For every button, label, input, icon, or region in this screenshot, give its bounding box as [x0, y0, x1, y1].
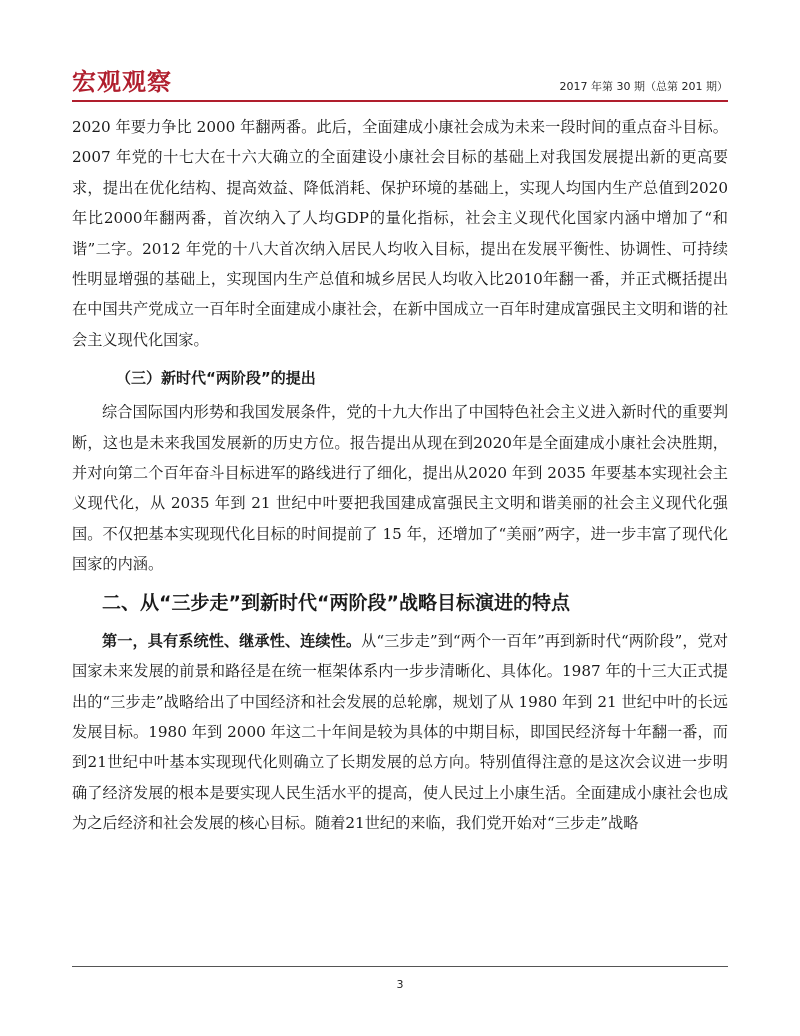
article-body [72, 112, 728, 839]
footer-divider [72, 966, 728, 967]
paragraph-2: 综合国际国内形势和我国发展条件，党的十九大作出了中国特色社会主义进入新时代的重要判断，这也是未来我国发展新的历史方位。报告提出从现在到2020年是全面建成小康社会决胜期，并对向第二个百年奋斗目标进军的路线进行了细化，提出从2020 年到 2035 年要基本实现社会主义现代化，从 2035 年到 21 世纪中叶要把我国建成富强民主文明和谐美丽的社会主义现代化强国。不仅把基本实现现代化目标的时间提前了 15 年，还增加了“美丽”两字，进一步丰富了现代化国家的内涵。 [72, 403, 728, 574]
paragraph-3-body: 从“三步走”到“两个一百年”再到新时代“两阶段”，党对国家未来发展的前景和路径是在统一框架体系内一步步清晰化、具体化。1987 年的十三大正式提出的“三步走”战略给出了中国经济和社会发展的总轮廓，规划了从 1980 年到 21 世纪中叶的长远发展目标。1980 年到 2000 年这二十年间是较为具体的中期目标，即国民经济每十年翻一番，而到21世纪中叶基本实现现代化则确立了长期发展的总方向。特别值得注意的是这次会议进一步明确了经济发展的根本是要实现人民生活水平的提高，使人民过上小康生活。全面建成小康社会也成为之后经济和社会发展的核心目标。随着21世纪的来临，我们党开始对“三步走”战略 [72, 631, 728, 833]
journal-title: 宏观观察 [72, 68, 172, 96]
issue-number: 2017 年第 30 期（总第 201 期） [559, 80, 728, 93]
section-heading: 二、从“三步走”到新时代“两阶段”战略目标演进的特点 [102, 591, 570, 614]
header-divider [72, 100, 728, 102]
page-number: 3 [396, 978, 404, 991]
paragraph-1: 2020 年要力争比 2000 年翻两番。此后，全面建成小康社会成为未来一段时间的重点奋斗目标。2007 年党的十七大在十六大确立的全面建设小康社会目标的基础上对我国发展提出新的更高要求，提出在优化结构、提高效益、降低消耗、保护环境的基础上，实现人均国内生产总值到2020年比2000年翻两番，首次纳入了人均GDP的量化指标，社会主义现代化国家内涵中增加了“和谐”二字。2012 年党的十八大首次纳入居民人均收入目标，提出在发展平衡性、协调性、可持续性明显增强的基础上，实现国内生产总值和城乡居民人均收入比2010年翻一番，并正式概括提出在中国共产党成立一百年时全面建成小康社会，在新中国成立一百年时建成富强民主文明和谐的社会主义现代化国家。 [72, 118, 728, 349]
paragraph-3-lead: 第一，具有系统性、继承性、连续性。 [102, 631, 362, 650]
subsection-heading: （三）新时代“两阶段”的提出 [116, 369, 316, 388]
paragraph-3 [72, 626, 728, 839]
